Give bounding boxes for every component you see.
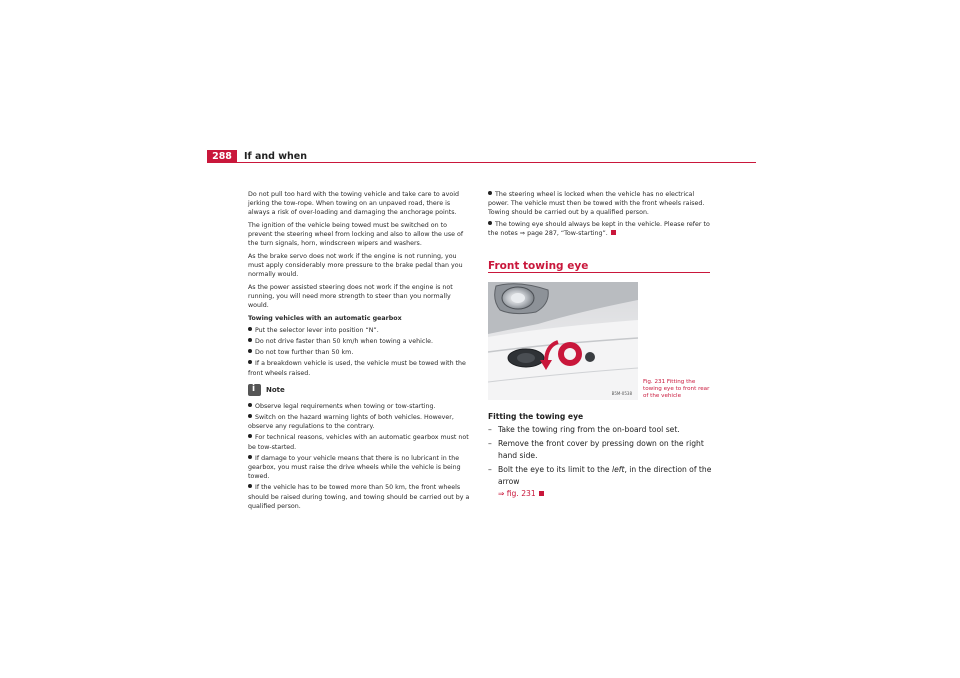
figure-caption: Fig. 231 Fitting the towing eye to front rear of the vehicle [643, 379, 710, 399]
list-item: If damage to your vehicle means that there is no lubricant in the gearbox, you must raise the drive wheels while the vehicle is being towed. [248, 454, 461, 481]
bullet-icon [248, 434, 252, 438]
list-item: If the vehicle has to be towed more than 50 km, the front wheels should be raised during towing, and towing should be carried out by a qualified person. [248, 484, 470, 510]
steps-heading: Fitting the towing eye [488, 412, 584, 421]
bullet-icon [248, 414, 252, 418]
figure-towing-eye [488, 282, 638, 400]
towing-steps [488, 411, 713, 502]
note-label: Note [266, 385, 285, 394]
bullet-icon [488, 221, 492, 225]
list-item: The steering wheel is locked when the vehicle has no electrical power. The vehicle must then be towed with the front wheels raised. Towing should be carried out by a qualified person. [488, 191, 705, 217]
list-item: – Bolt the eye to its limit to the left, in the direction of the arrow ⇒ fig. 231 [488, 465, 712, 498]
figure-code: B5M-0538 [611, 391, 632, 396]
info-icon: i [248, 384, 261, 396]
bullet-icon [248, 360, 252, 364]
list-item: Switch on the hazard warning lights of both vehicles. However, observe any regulations to the contrary. [248, 414, 454, 431]
bullet-icon [248, 484, 252, 488]
bullet-icon [248, 455, 252, 459]
page-title: If and when [244, 151, 308, 162]
paragraph: The ignition of the vehicle being towed must be switched on to prevent the steering wheel from locking and also to allow the use of the turn signals, horn, windscreen wipers and washers. [248, 221, 464, 248]
section-title: Front towing eye [488, 260, 589, 272]
figure-reference-link[interactable]: ⇒ fig. 231 [498, 489, 536, 498]
list-item: The towing eye should always be kept in the vehicle. Please refer to the notes ⇒ page 287, “Tow-starting”. [488, 220, 710, 237]
bullet-icon [248, 349, 252, 353]
end-mark-icon [539, 491, 544, 496]
list-item: Do not tow further than 50 km. [248, 348, 470, 357]
paragraph: As the brake servo does not work if the engine is not running, you must apply considerably more pressure to the brake pedal than you normally would. [248, 252, 463, 279]
left-column [248, 190, 470, 513]
list-item: Put the selector lever into position “N”. [248, 326, 470, 335]
end-mark-icon [611, 230, 616, 235]
right-column [488, 190, 713, 240]
list-item: For technical reasons, vehicles with an automatic gearbox must not be tow-started. [248, 434, 469, 451]
page-number: 288 [207, 150, 237, 163]
list-item: – Remove the front cover by pressing down on the right hand side. [488, 439, 704, 460]
bullet-icon [248, 403, 252, 407]
car-front-illustration [488, 282, 638, 400]
section-divider [488, 272, 710, 273]
paragraph: As the power assisted steering does not work if the engine is not running, you will need more strength to steer than you normally would. [248, 283, 453, 310]
list-item: Do not drive faster than 50 km/h when towing a vehicle. [248, 337, 470, 346]
subheading-automatic: Towing vehicles with an automatic gearbox [248, 314, 402, 322]
bullet-icon [248, 338, 252, 342]
note-heading [248, 384, 470, 398]
paragraph: Do not pull too hard with the towing vehicle and take care to avoid jerking the tow-rope. When towing on an unpaved road, there is always a risk of over-loading and damaging the anchorage points. [248, 191, 459, 217]
list-item: Observe legal requirements when towing or tow-starting. [248, 402, 470, 411]
bullet-icon [488, 191, 492, 195]
list-item: – Take the towing ring from the on-board tool set. [488, 425, 680, 434]
bullet-icon [248, 327, 252, 331]
list-item: If a breakdown vehicle is used, the vehicle must be towed with the front wheels raised. [248, 360, 466, 377]
header-divider [207, 162, 756, 163]
